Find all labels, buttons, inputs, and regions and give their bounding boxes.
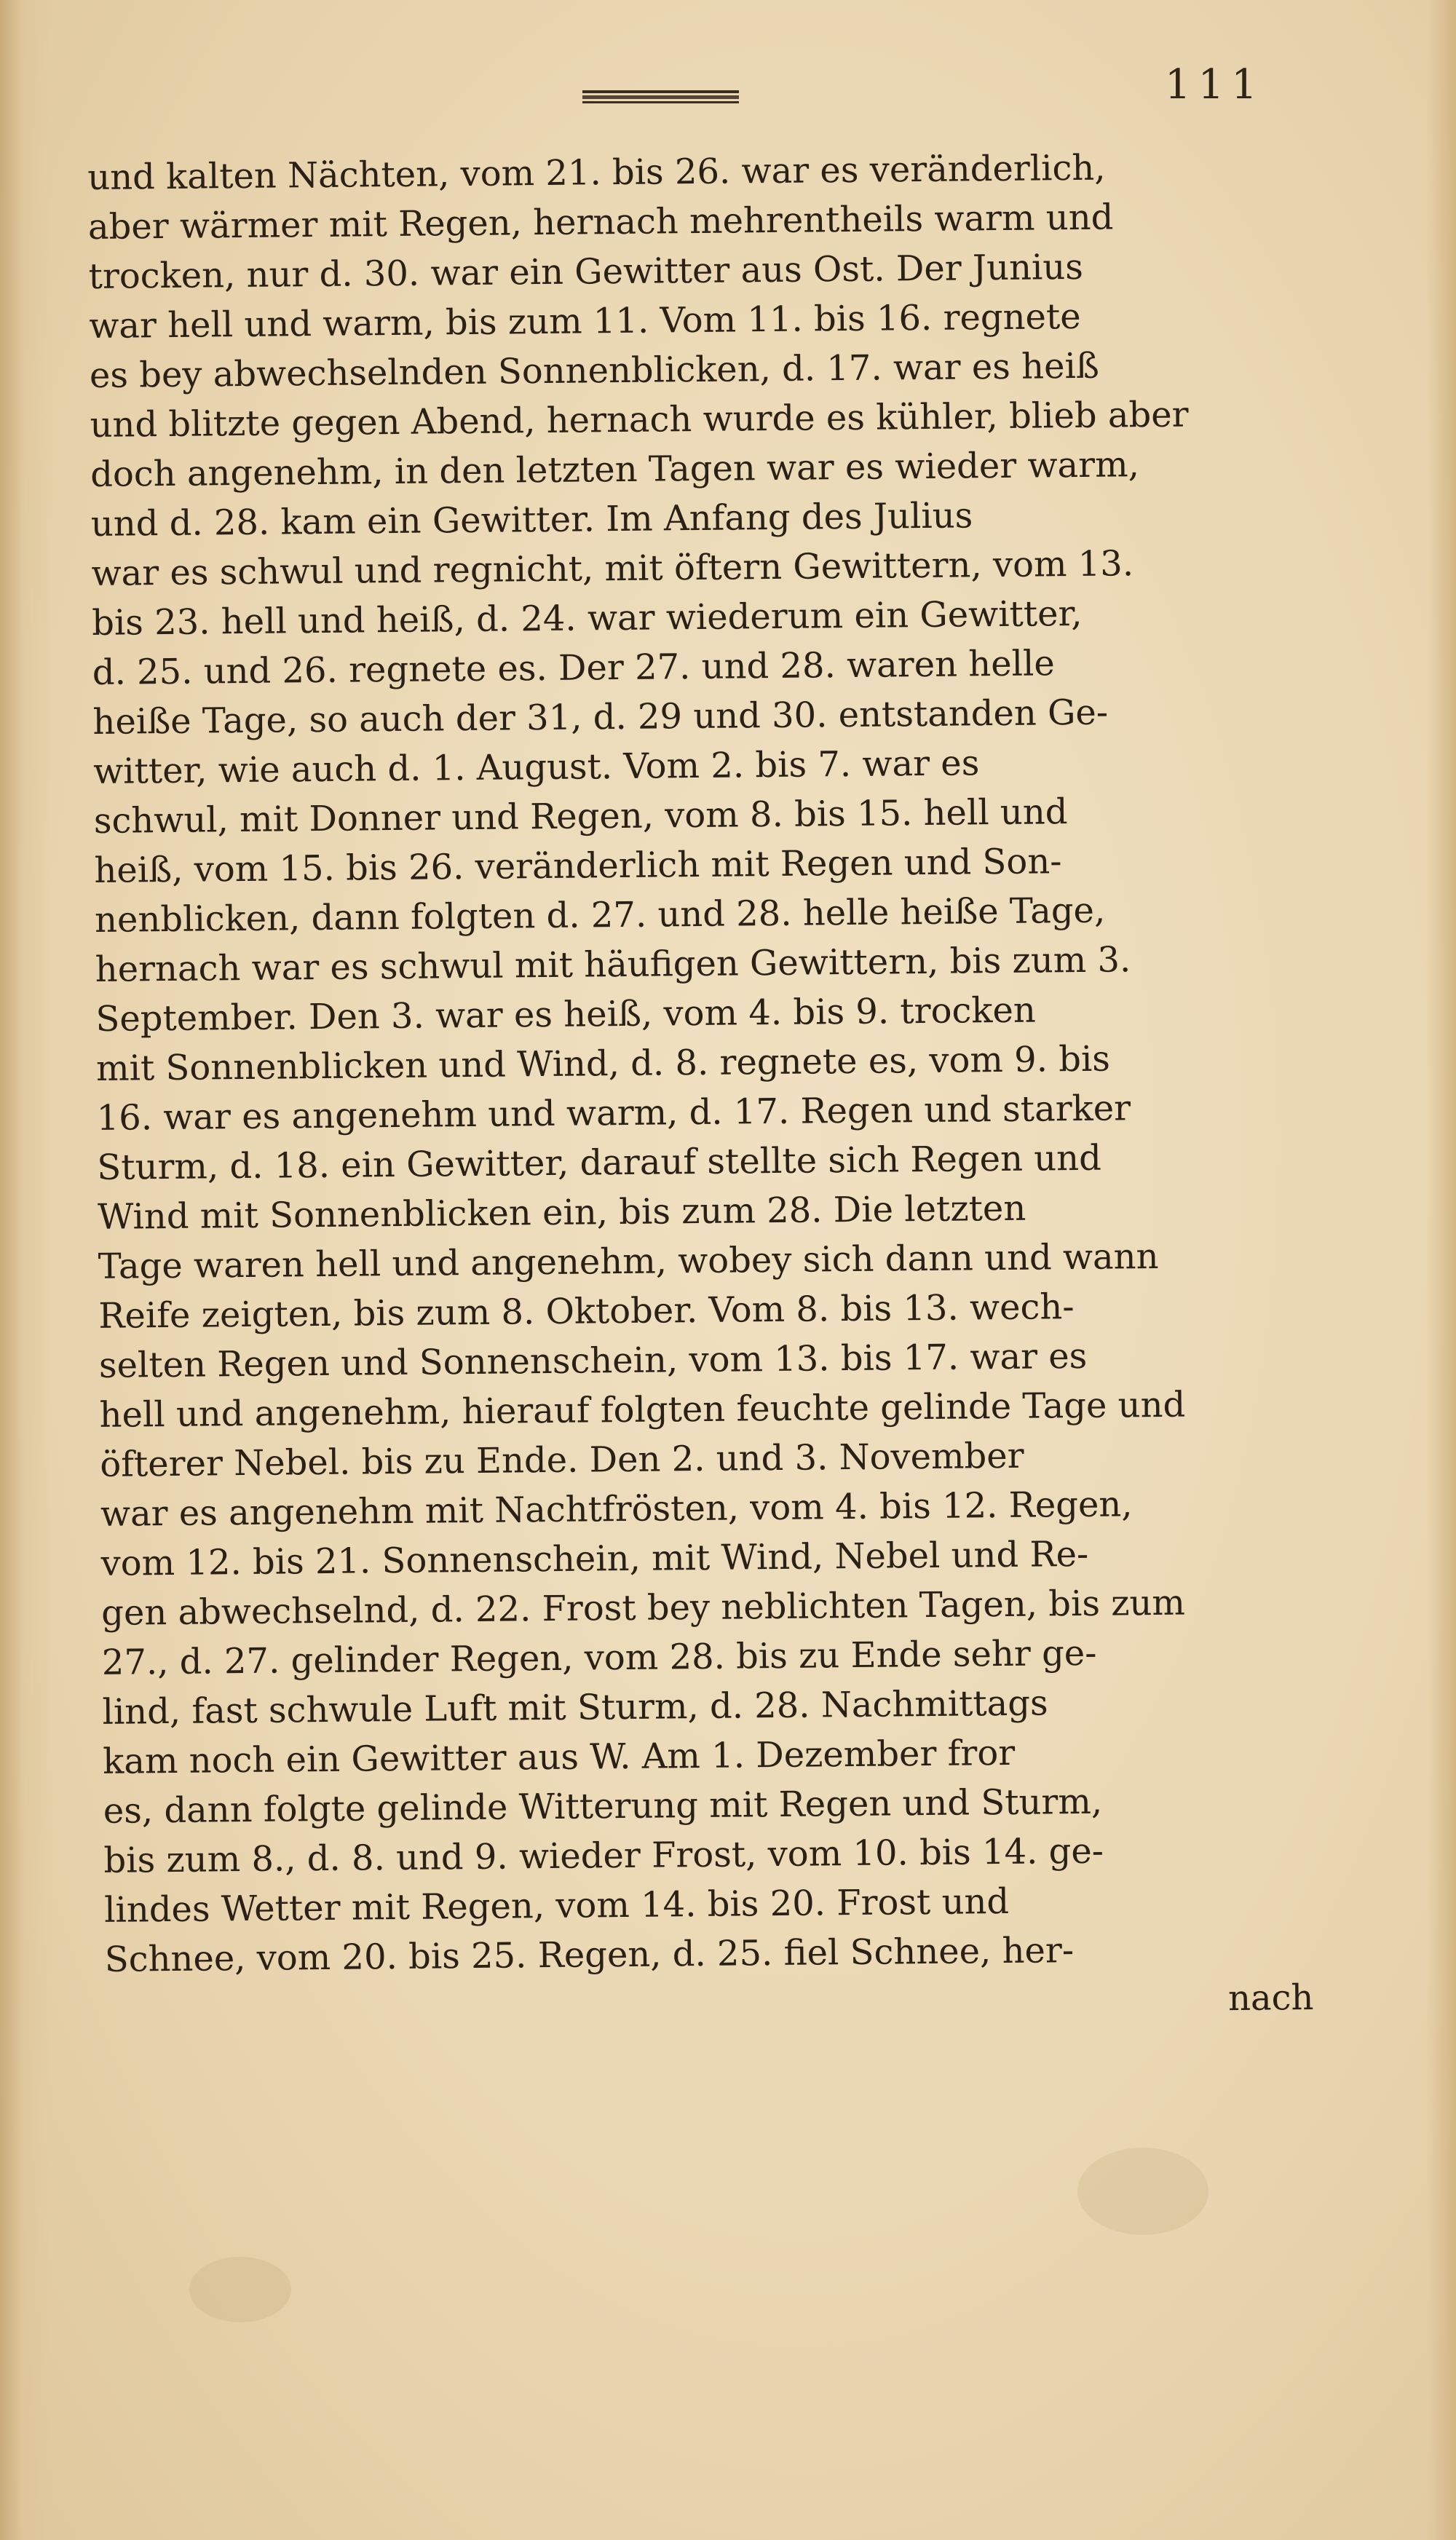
text-line: war hell und warm, bis zum 11. Vom 11. bis 16. regnete [89, 296, 1081, 347]
text-line: öfterer Nebel. bis zu Ende. Den 2. und 3. November [100, 1435, 1024, 1485]
text-line: und d. 28. kam ein Gewitter. Im Anfang des Julius [90, 495, 973, 545]
text-line: d. 25. und 26. regnete es. Der 27. und 28. waren helle [92, 643, 1055, 693]
text-line: Reife zeigten, bis zum 8. Oktober. Vom 8. bis 13. wech- [98, 1286, 1075, 1337]
text-line: kam noch ein Gewitter aus W. Am 1. Dezember fror [102, 1732, 1016, 1782]
text-line: heiß, vom 15. bis 26. veränderlich mit Regen und Son- [94, 841, 1062, 891]
text-line: es, dann folgte gelinde Witterung mit Regen und Sturm, [103, 1781, 1103, 1832]
text-line: hernach war es schwul mit häufigen Gewittern, bis zum 3. [95, 939, 1131, 990]
text-line: trocken, nur d. 30. war ein Gewitter aus Ost. Der Junius [88, 246, 1084, 297]
text-line: 27., d. 27. gelinder Regen, vom 28. bis zu Ende sehr ge- [101, 1632, 1097, 1683]
text-line: September. Den 3. war es heiß, vom 4. bis 9. trocken [95, 989, 1037, 1040]
text-line: heiße Tage, so auch der 31, d. 29 und 30. entstanden Ge- [92, 692, 1109, 743]
text-line: lindes Wetter mit Regen, vom 14. bis 20. Frost und [103, 1880, 1010, 1931]
header-ornament-rule [582, 90, 739, 103]
text-line: Wind mit Sonnenblicken ein, bis zum 28. Die letzten [97, 1187, 1026, 1238]
text-line: Tage waren hell und angenehm, wobey sich dann und wann [98, 1235, 1159, 1287]
page-edge-shadow [1427, 0, 1456, 2540]
text-line: bis zum 8., d. 8. und 9. wieder Frost, vom 10. bis 14. ge- [103, 1830, 1104, 1881]
page-number: 111 [1165, 61, 1265, 108]
text-line: vom 12. bis 21. Sonnenschein, mit Wind, Nebel und Re- [100, 1533, 1089, 1584]
text-line: und kalten Nächten, vom 21. bis 26. war es veränderlich, [87, 147, 1106, 198]
body-text [87, 141, 1314, 2034]
text-line: lind, fast schwule Luft mit Sturm, d. 28. Nachmittags [102, 1682, 1048, 1733]
text-line: gen abwechselnd, d. 22. Frost bey neblichten Tagen, bis zum [100, 1582, 1186, 1634]
text-line: nenblicken, dann folgten d. 27. und 28. helle heiße Tage, [94, 890, 1106, 941]
text-line: 16. war es angenehm und warm, d. 17. Regen und starker [96, 1088, 1131, 1139]
text-line: hell und angenehm, hierauf folgten feuchte gelinde Tage und [99, 1384, 1186, 1436]
text-line: mit Sonnenblicken und Wind, d. 8. regnete es, vom 9. bis [95, 1038, 1111, 1089]
text-line: bis 23. hell und heiß, d. 24. war wiederum ein Gewitter, [91, 593, 1083, 644]
text-line: nach [1227, 1977, 1314, 2019]
text-line: doch angenehm, in den letzten Tagen war es wieder warm, [90, 444, 1140, 495]
paper-stain [1077, 2148, 1208, 2235]
text-line: Schnee, vom 20. bis 25. Regen, d. 25. fiel Schnee, her- [104, 1930, 1075, 1980]
text-line: selten Regen und Sonnenschein, vom 13. bis 17. war es [98, 1335, 1088, 1386]
text-line: witter, wie auch d. 1. August. Vom 2. bis 7. war es [92, 743, 980, 792]
text-line: aber wärmer mit Regen, hernach mehrentheils warm und [87, 197, 1114, 248]
paper-stain [189, 2257, 291, 2322]
text-line: war es schwul und regnicht, mit öftern Gewittern, vom 13. [91, 543, 1134, 594]
text-line: schwul, mit Donner und Regen, vom 8. bis 15. hell und [93, 791, 1068, 842]
text-line: und blitzte gegen Abend, hernach wurde es kühler, blieb aber [90, 394, 1189, 446]
text-line: Sturm, d. 18. ein Gewitter, darauf stellte sich Regen und [97, 1137, 1102, 1188]
text-line: war es angenehm mit Nachtfrösten, vom 4. bis 12. Regen, [100, 1484, 1133, 1535]
spine-shadow [0, 0, 51, 2540]
text-line: es bey abwechselnden Sonnenblicken, d. 17. war es heiß [89, 345, 1100, 396]
